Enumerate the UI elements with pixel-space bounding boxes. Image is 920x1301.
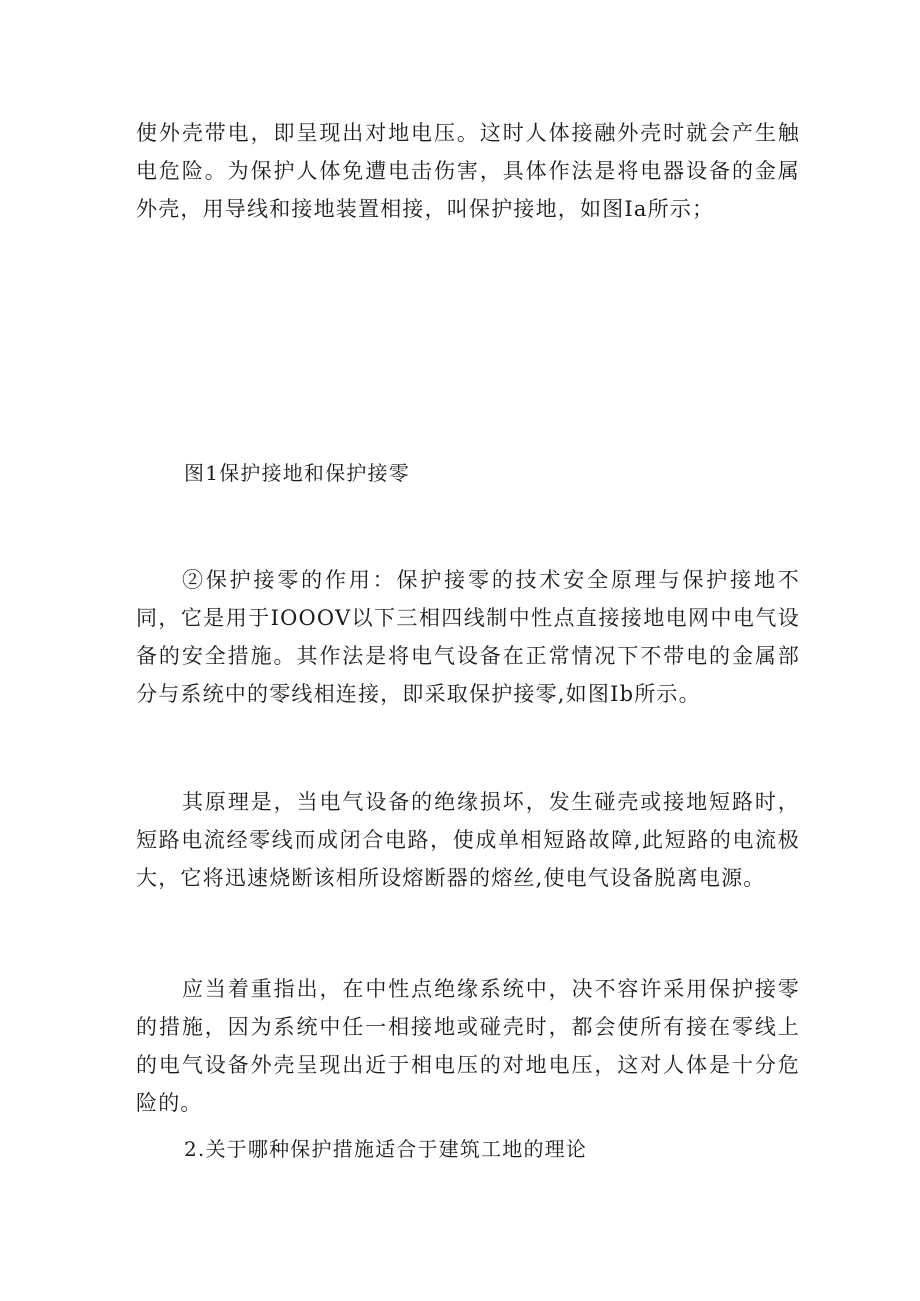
section-heading: 2.关于哪种保护措施适合于建筑工地的理论 bbox=[184, 1137, 588, 1161]
paragraph-warning: 应当着重指出，在中性点绝缘系统中，决不容许采用保护接零的措施，因为系统中任一相接地或碰壳时，都会使所有接在零线上的电气设备外壳呈现出近于相电压的对地电压，这对人体是十分危险的。 bbox=[136, 977, 800, 1115]
figure-caption: 图1保护接地和保护接零 bbox=[184, 461, 410, 485]
paragraph-protective-grounding: 使外壳带电，即呈现出对地电压。这时人体接融外壳时就会产生触电危险。为保护人体免遭电击伤害，具体作法是将电器设备的金属外壳，用导线和接地装置相接，叫保护接地，如图Ia所示； bbox=[136, 121, 800, 221]
paragraph-principle: 其原理是，当电气设备的绝缘损坏，发生碰壳或接地短路时，短路电流经零线而成闭合电路，使成单相短路故障,此短路的电流极大，它将迅速烧断该相所设熔断器的熔丝,使电气设备脱离电源。 bbox=[136, 790, 800, 890]
paragraph-protective-neutral: ②保护接零的作用：保护接零的技术安全原理与保护接地不同，它是用于IOOOV以下三相四线制中性点直接接地电网中电气设备的安全措施。其作法是将电气设备在正常情况下不带电的金属部分与系统中的零线相连接，即采取保护接零,如图Ib所示。 bbox=[136, 568, 800, 706]
figure-placeholder bbox=[136, 250, 800, 440]
